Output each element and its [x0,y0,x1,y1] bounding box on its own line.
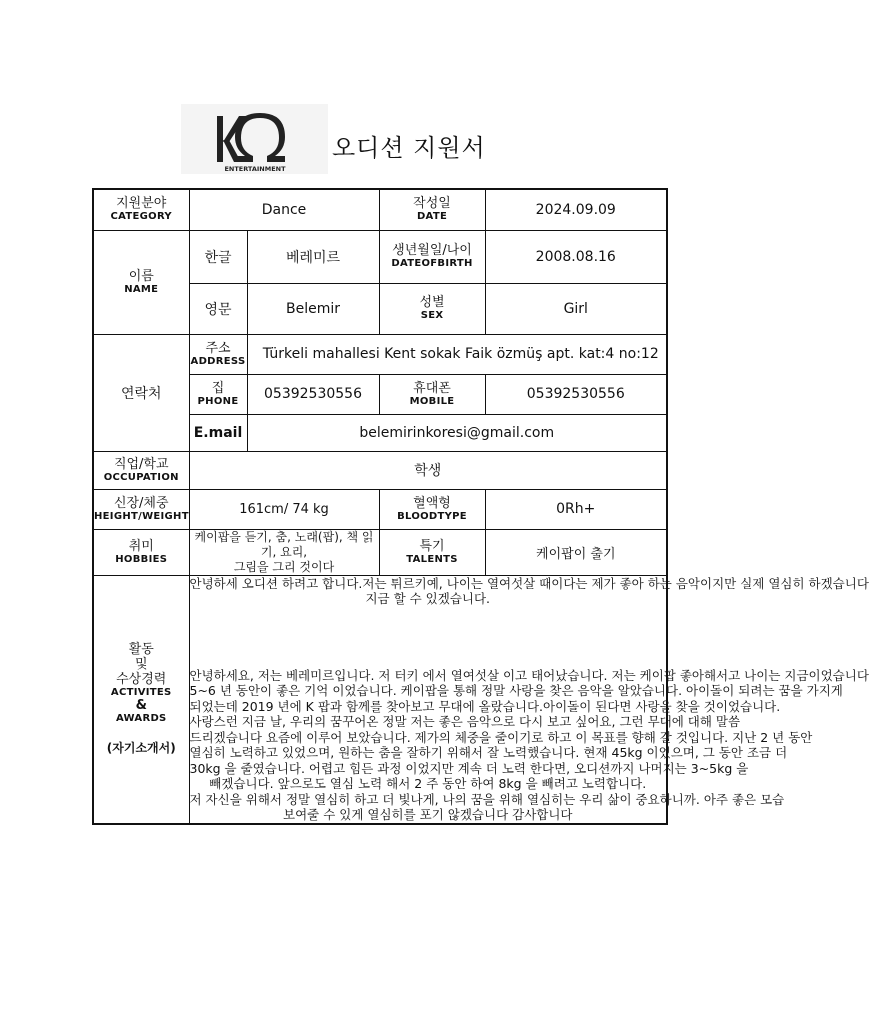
logo-text: ENTERTAINMENT [224,165,286,173]
korean-name-label: 한글 [189,230,247,283]
hobbies-line-2: 그림을 그리 것이다 [233,559,335,574]
activities-label: 활동 및 수상경력 ACTIVITES & AWARDS (자기소개서) [94,575,189,823]
application-form [92,188,869,825]
mobile-value[interactable]: 05392530556 [485,374,666,414]
english-name-label: 영문 [189,283,247,334]
row-occupation [94,451,666,489]
activities-line: 지금 할 수 있겠습니다. [365,591,491,606]
english-name-value[interactable]: Belemir [247,283,379,334]
bloodtype-value[interactable]: 0Rh+ [485,489,666,529]
activities-line: 30kg 을 줄였습니다. 어렵고 힘든 과정 이었지만 계속 더 노력 한다면, 오디션까지 나머지는 3~5kg 을 [189,760,749,776]
contact-label: 연락처 [94,334,189,451]
activities-line: 안녕하세요, 저는 베레미르입니다. 저 터키 에서 열여섯살 이고 태어났습니다. 저는 케이팝 좋아해서고 나이는 지금이었습니다 [189,667,869,683]
page-title: 오디션 지원서 [332,134,486,162]
height-weight-value[interactable]: 161cm/ 74 kg [189,489,379,529]
dob-label: 생년월일/나이 DATEOFBIRTH [379,230,485,283]
email-value[interactable]: belemirinkoresi@gmail.com [247,414,666,451]
mobile-label: 휴대폰 MOBILE [379,374,485,414]
activities-line: 저 자신을 위해서 정말 열심히 하고 더 빛나게, 나의 꿈을 위해 열심히는 우리 삶이 중요하니까. 아주 좋은 모습 [189,791,785,807]
email-label: E.mail [189,414,247,451]
row-hobbies [94,529,666,575]
phone-label: 집 PHONE [189,374,247,414]
hobbies-line-1: 케이팝을 듣기, 춤, 노래(팝), 책 읽기, 요리, [194,529,374,559]
activities-line: 되었는데 2019 년에 K 팝과 함께를 찾아보고 무대에 올랐습니다.아이돌이 된다면 사랑을 찾을 것이었습니다. [189,698,781,714]
row-activities [94,575,666,823]
category-label: 지원분야 CATEGORY [94,190,189,230]
activities-line: 5~6 년 동안이 좋은 기억 이었습니다. 케이팝을 통해 정말 사랑을 찾은 음악을 알았습니다. 아이돌이 되려는 꿈을 가지게 [189,683,843,698]
row-name-korean [94,230,666,283]
sex-value[interactable]: Girl [485,283,666,334]
company-logo [181,104,328,174]
activities-line: 빼겠습니다. 앞으로도 열심 노력 해서 2 주 동안 하여 8kg 을 빼려고 노력합니다. [209,776,647,791]
dob-value[interactable]: 2008.08.16 [485,230,666,283]
date-value[interactable]: 2024.09.09 [485,190,666,230]
hobbies-label: 취미 HOBBIES [94,529,189,575]
activities-text[interactable] [189,575,869,823]
row-category [94,190,666,230]
height-weight-label: 신장/체중 HEIGHT/WEIGHT [94,489,189,529]
sex-label: 성별 SEX [379,283,485,334]
row-address [94,334,666,374]
talents-value[interactable]: 케이팝이 출기 [485,529,666,575]
bloodtype-label: 혈액형 BLOODTYPE [379,489,485,529]
address-value[interactable]: Türkeli mahallesi Kent sokak Faik özmüş apt. kat:4 no:12 [247,334,666,374]
activities-line: 사랑스런 지금 날, 우리의 꿈꾸어온 정말 저는 좋은 음악으로 다시 보고 싶어요, 그런 무대에 대해 말씀 [189,714,741,729]
activities-line: 드리겠습니다 요즘에 이루어 보았습니다. 제가의 체중을 줄이기로 하고 이 목표를 향해 갈 것입니다. 지난 2 년 동안 [189,729,813,745]
ko-logo-icon [181,104,328,174]
occupation-label: 직업/학교 OCCUPATION [94,451,189,489]
category-value[interactable]: Dance [189,190,379,230]
talents-label: 특기 TALENTS [379,529,485,575]
name-label: 이름 NAME [94,230,189,334]
activities-line: 열심히 노력하고 있었으며, 원하는 춤을 잘하기 위해서 잘 노력했습니다. 현재 45kg 이었으며, 그 동안 조금 더 [189,745,788,760]
korean-name-value[interactable]: 베레미르 [247,230,379,283]
phone-value[interactable]: 05392530556 [247,374,379,414]
paragraph-gap [190,607,667,668]
hobbies-value[interactable] [189,529,379,575]
occupation-value[interactable]: 학생 [189,451,666,489]
activities-line: 보여줄 수 있게 열심히를 포기 않겠습니다 감사합니다 [283,807,573,822]
date-label: 작성일 DATE [379,190,485,230]
address-label: 주소 ADDRESS [189,334,247,374]
activities-line: 안녕하세 오디션 하려고 합니다.저는 튀르키예, 나이는 열여섯살 때이다는 제가 좋아 하는 음악이지만 실제 열심히 하겠습니다 [189,575,869,591]
row-height-weight [94,489,666,529]
